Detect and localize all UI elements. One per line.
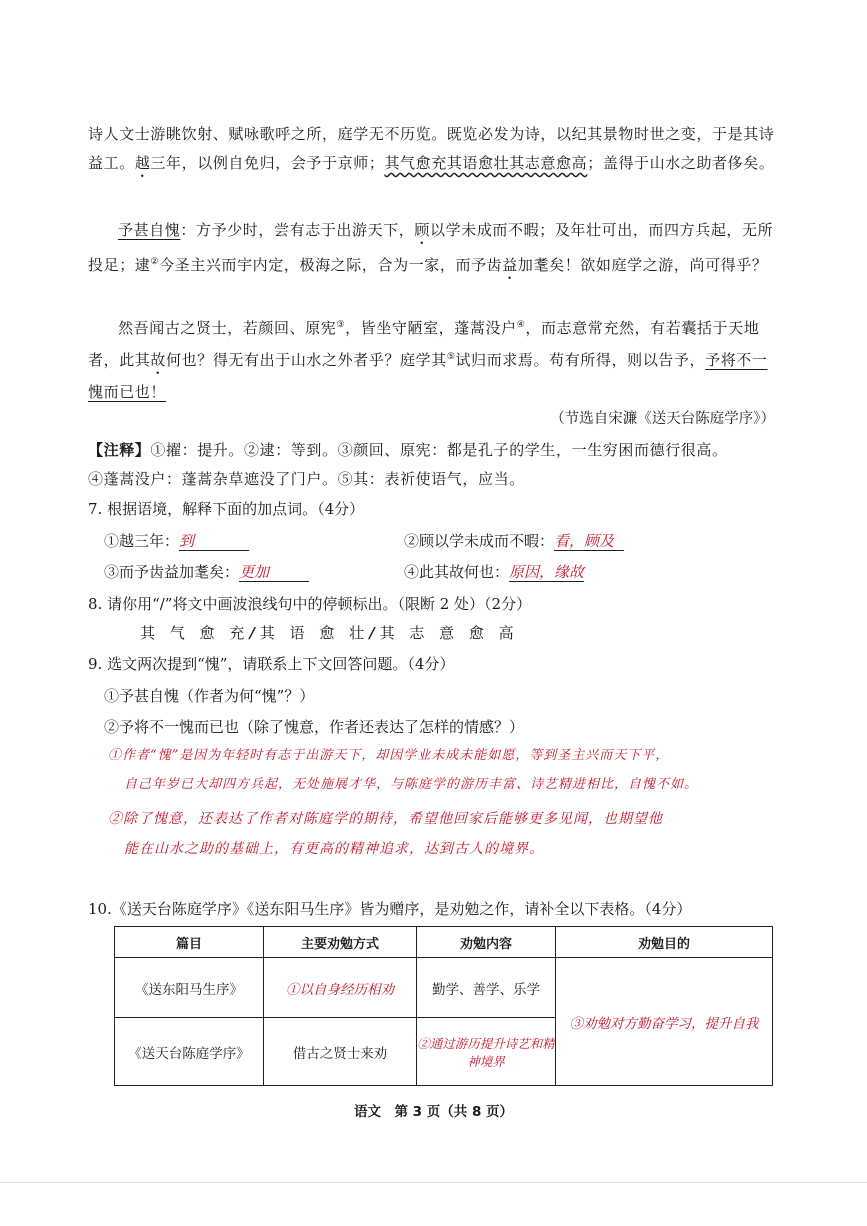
q9-title: 9. 选文两次提到“愧”，请联系上下文回答问题。（4分） — [88, 655, 455, 673]
q9-sub-2: ②予将不一愧而已也（除了愧意，作者还表达了怎样的情感？） — [104, 718, 525, 736]
header-content: 劝勉内容 — [417, 927, 556, 958]
wavy-sentence: 其气愈充其语愈壮其志意愈高 — [384, 154, 588, 172]
q7-d-answer[interactable]: 原因，缘故 — [509, 563, 585, 581]
q7-a: ①越三年：到 — [104, 530, 249, 551]
q7-b: ②顾以学未成而不暇：看，顾及 — [404, 530, 624, 551]
q7-c-answer[interactable]: 更加 — [239, 561, 309, 582]
q9-sub-1: ①予甚自愧（作者为何“愧”？） — [104, 687, 315, 705]
row2-method: 借古之贤士来劝 — [264, 1018, 417, 1086]
notes-line-1: ①擢：提升。②逮：等到。③颜回、原宪：都是孔子的学生，一生穷困而德行很高。 — [150, 441, 728, 459]
header-method: 主要劝勉方式 — [264, 927, 417, 958]
q7-title: 7. 根据语境，解释下面的加点词。（4分） — [88, 500, 365, 518]
dotted-word-gu: 顾 — [414, 221, 431, 239]
q10-title: 10.《送天台陈庭学序》《送东阳马生序》皆为赠序，是劝勉之作，请补全以下表格。（4分） — [88, 900, 692, 918]
q8-title: 8. 请你用“/”将文中画波浪线句中的停顿标出。（限断 2 处）（2分） — [88, 595, 532, 613]
row1-content: 勤学、善学、乐学 — [417, 958, 556, 1018]
passage-source: （节选自宋濂《送天台陈庭学序》） — [550, 411, 775, 427]
underlined-phrase-1: 予甚自愧 — [118, 221, 181, 239]
header-title: 篇目 — [115, 927, 264, 958]
q7-d: ④此其故何也：原因，缘故 — [404, 563, 585, 581]
table-header-row — [115, 927, 773, 958]
dotted-word-yi: 益 — [502, 256, 518, 274]
notes-label: 【注释】 — [88, 441, 151, 459]
row1-title: 《送东阳马生序》 — [115, 958, 264, 1018]
q9-answer-2-line-2: 能在山水之助的基础上，有更高的精神追求，达到古人的境界。 — [124, 841, 544, 857]
page-footer: 语文 第 3 页（共 8 页） — [353, 1104, 514, 1120]
dotted-word-gu2: 故 — [150, 351, 167, 369]
slash-mark-1: / — [249, 624, 260, 642]
passage-paragraph-1: 诗人文士游眺饮射、赋咏歌呼之所，庭学无不历览。既览必发为诗，以纪其景物时世之变，于是其诗益工。越三年，以例自免归，会予于京师；其气愈充其语愈壮其志意愈高；盖得于山水之助者侈矣。 — [88, 125, 775, 172]
slash-mark-2: / — [369, 624, 380, 642]
q7-c: ③而予齿益加耄矣：更加 — [104, 561, 309, 582]
passage-paragraph-3: 然吾闻古之贤士，若颜回、原宪③，皆坐守陋室，蓬蒿没户④，而志意常充然，有若囊括于天地者，此其故何也？得无有出于山水之外者乎？庭学其⑤试归而求焉。苟有所得，则以告予，予将不一愧而已也！ — [88, 319, 768, 401]
notes-line-2: ④蓬蒿没户：蓬蒿杂草遮没了门户。⑤其：表祈使语气，应当。 — [88, 470, 525, 488]
q9-answer-1-line-2: 自己年岁已大却四方兵起，无处施展才华，与陈庭学的游历丰富、诗艺精进相比，自愧不如。 — [124, 777, 699, 792]
table-row — [115, 958, 773, 1018]
purpose-answer[interactable]: ③劝勉对方勤奋学习，提升自我 — [556, 958, 773, 1086]
q7-a-answer[interactable]: 到 — [179, 530, 249, 551]
q9-answer-1-line-1: ①作者“愧”是因为年轻时有志于出游天下，却因学业未成未能如愿，等到圣主兴而天下平， — [108, 748, 670, 763]
header-purpose: 劝勉目的 — [556, 927, 773, 958]
passage-paragraph-2: 予甚自愧：方予少时，尝有志于出游天下，顾以学未成而不暇；及年壮可出，而四方兵起，无所投足；逮②今圣主兴而宇内定，极海之际，合为一家，而予齿益加耄矣！欲如庭学之游，尚可得乎？ — [88, 221, 774, 274]
underlined-phrase-2: 予将不一愧而已也！ — [88, 351, 768, 401]
q10-table — [114, 926, 773, 1086]
row1-method-answer[interactable]: ①以自身经历相劝 — [264, 958, 417, 1018]
row2-title: 《送天台陈庭学序》 — [115, 1018, 264, 1086]
q8-answer: 其 气 愈 充/其 语 愈 壮/其 志 意 愈 高 — [140, 624, 519, 642]
q9-answer-2-line-1: ②除了愧意，还表达了作者对陈庭学的期待，希望他回家后能够更多见闻，也期望他 — [108, 811, 663, 827]
row2-content-answer[interactable]: ②通过游历提升诗艺和精神境界 — [417, 1018, 556, 1086]
dotted-word-yue: 越 — [134, 154, 151, 172]
notes — [88, 436, 778, 494]
bottom-divider — [0, 1182, 867, 1183]
q7-b-answer[interactable]: 看，顾及 — [554, 530, 624, 551]
